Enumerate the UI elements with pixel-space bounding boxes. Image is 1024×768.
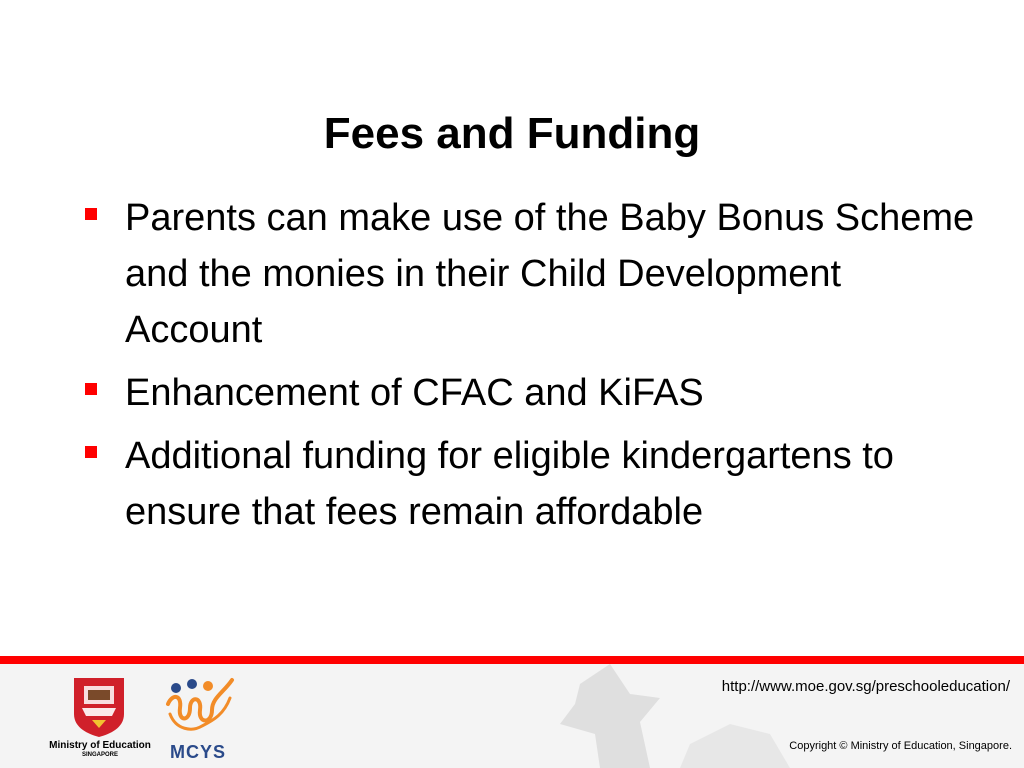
moe-logo — [48, 672, 152, 764]
bullet-item — [82, 365, 982, 421]
bullet-list — [82, 190, 982, 547]
bullet-text: Enhancement of CFAC and KiFAS — [125, 372, 704, 414]
footer-url-link[interactable]: http://www.moe.gov.sg/preschooleducation/ — [721, 678, 1010, 695]
moe-country: SINGAPORE — [81, 752, 118, 758]
copyright-text: Copyright © Ministry of Education, Singapore. — [789, 740, 1012, 752]
footer — [0, 664, 1024, 768]
bullet-square-icon — [85, 383, 97, 395]
slide-title: Fees and Funding — [323, 109, 701, 158]
bullet-text: Additional funding for eligible kindergartens to ensure that fees remain affordable — [125, 435, 894, 533]
footer-divider — [0, 656, 1024, 664]
moe-name: Ministry of Education — [49, 740, 151, 751]
mcys-figures-icon — [162, 674, 242, 738]
moe-crest-icon — [70, 676, 128, 738]
bullet-square-icon — [85, 208, 97, 220]
mcys-logo — [160, 672, 246, 764]
bullet-text: Parents can make use of the Baby Bonus Scheme and the monies in their Child Development Account — [125, 197, 975, 351]
bullet-square-icon — [85, 446, 97, 458]
bullet-item — [82, 428, 982, 540]
bullet-item — [82, 190, 982, 358]
mcys-name: MCYS — [170, 742, 227, 762]
